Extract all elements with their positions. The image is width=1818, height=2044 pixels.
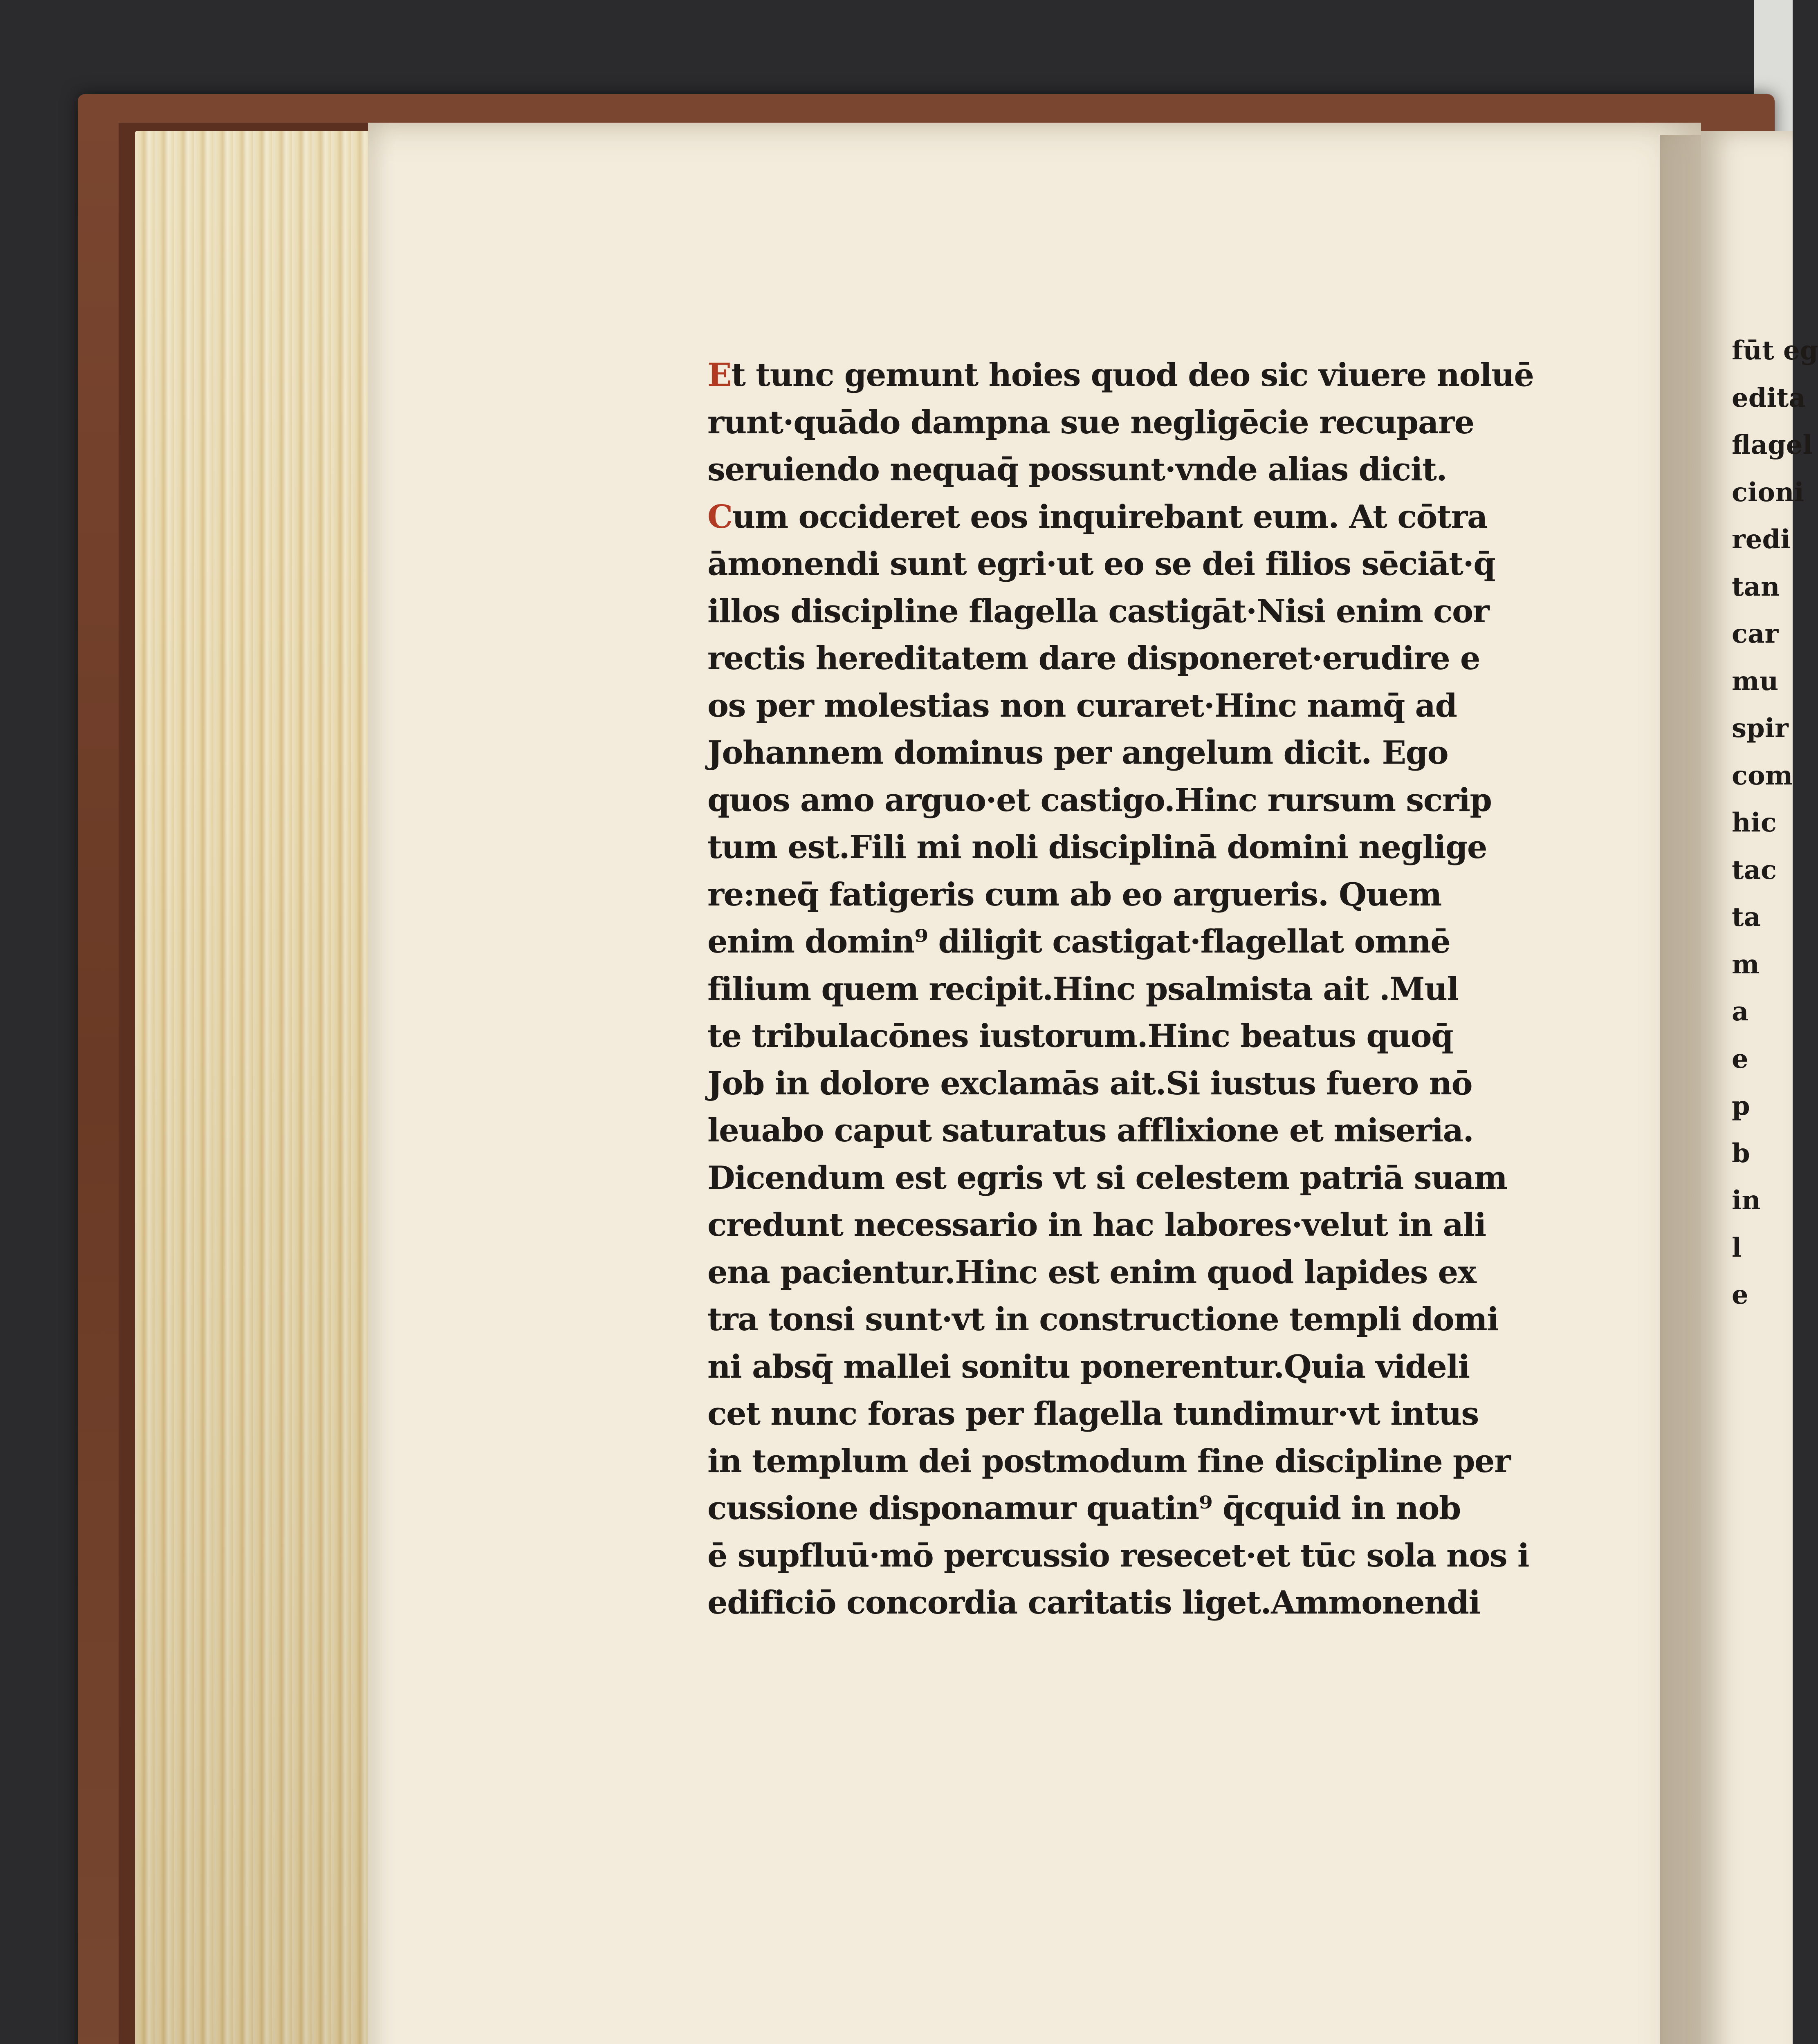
line-text: ena pacientur.Hinc est enim quod lapides ex bbox=[707, 1253, 1476, 1291]
line-text: illos discipline flagella castigāt·Nisi enim cor bbox=[707, 592, 1489, 630]
text-line bbox=[707, 399, 1542, 446]
text-line bbox=[707, 824, 1542, 871]
text-line bbox=[707, 493, 1542, 541]
line-text: um occideret eos inquirebant eum. At cōtra bbox=[732, 498, 1488, 536]
text-line bbox=[707, 1060, 1542, 1107]
text-line bbox=[707, 352, 1542, 399]
text-line bbox=[707, 1532, 1542, 1580]
line-text: ē supfluū·mō percussio resecet·et tūc sola nos i bbox=[707, 1537, 1529, 1574]
margin-fragment: m bbox=[1732, 949, 1760, 980]
margin-fragment: tan bbox=[1732, 571, 1780, 602]
text-line bbox=[707, 446, 1542, 493]
right-page-text bbox=[1732, 327, 1818, 1319]
line-text: tra tonsi sunt·vt in constructione templi domi bbox=[707, 1301, 1499, 1338]
line-text: re:neq̄ fatigeris cum ab eo argueris. Quem bbox=[707, 876, 1441, 913]
line-text: leuabo caput saturatus afflixione et miseria. bbox=[707, 1112, 1474, 1149]
text-line bbox=[707, 729, 1542, 777]
line-text: rectis hereditatem dare disponeret·erudire e bbox=[707, 640, 1480, 677]
line-text: Job in dolore exclamās ait.Si iustus fuero nō bbox=[707, 1065, 1472, 1102]
margin-fragment: ta bbox=[1732, 902, 1761, 932]
margin-fragment: edita bbox=[1732, 382, 1806, 413]
line-text: os per molestias non curaret·Hinc namq̄ ad bbox=[707, 687, 1457, 724]
left-page-text bbox=[707, 352, 1542, 1627]
margin-fragment: flagel bbox=[1732, 430, 1813, 460]
margin-fragment: car bbox=[1732, 619, 1779, 649]
text-line bbox=[707, 1438, 1542, 1485]
line-text: edificiō concordia caritatis liget.Ammonendi bbox=[707, 1584, 1480, 1621]
margin-fragment: cioni bbox=[1732, 477, 1804, 508]
rubricated-initial: E bbox=[707, 356, 731, 394]
text-line bbox=[707, 1107, 1542, 1154]
line-text: enim domin⁹ diligit castigat·flagellat omnē bbox=[707, 923, 1450, 960]
margin-fragment: com bbox=[1732, 760, 1793, 791]
text-line bbox=[707, 1201, 1542, 1249]
margin-fragment: fūt eg bbox=[1732, 335, 1818, 366]
text-line bbox=[707, 1296, 1542, 1343]
text-line bbox=[707, 1485, 1542, 1532]
margin-fragment: in bbox=[1732, 1185, 1761, 1216]
line-text: ni absq̄ mallei sonitu ponerentur.Quia videli bbox=[707, 1348, 1470, 1385]
line-text: filium quem recipit.Hinc psalmista ait .Mul bbox=[707, 970, 1459, 1008]
text-line bbox=[707, 540, 1542, 588]
line-text: te tribulacōnes iustorum.Hinc beatus quoq̄ bbox=[707, 1018, 1453, 1055]
text-line bbox=[707, 588, 1542, 635]
text-line bbox=[707, 1579, 1542, 1627]
text-line bbox=[707, 1390, 1542, 1438]
margin-fragment: tac bbox=[1732, 854, 1777, 885]
text-line bbox=[707, 871, 1542, 919]
text-line bbox=[707, 635, 1542, 682]
text-line bbox=[707, 918, 1542, 966]
margin-fragment: hic bbox=[1732, 807, 1777, 838]
line-text: quos amo arguo·et castigo.Hinc rursum scrip bbox=[707, 781, 1492, 819]
line-text: cet nunc foras per flagella tundimur·vt intus bbox=[707, 1395, 1479, 1432]
line-text: in templum dei postmodum fine discipline per bbox=[707, 1442, 1511, 1480]
text-line bbox=[707, 777, 1542, 824]
text-line bbox=[707, 1154, 1542, 1202]
line-text: t tunc gemunt hoies quod deo sic viuere noluē bbox=[731, 356, 1534, 394]
text-line bbox=[707, 966, 1542, 1013]
line-text: seruiendo nequaq̄ possunt·vnde alias dicit. bbox=[707, 451, 1447, 488]
margin-fragment: redi bbox=[1732, 524, 1791, 555]
line-text: credunt necessario in hac labores·velut in ali bbox=[707, 1206, 1486, 1244]
margin-fragment: e bbox=[1732, 1043, 1748, 1074]
text-line bbox=[707, 1013, 1542, 1060]
rubricated-initial: C bbox=[707, 498, 732, 536]
margin-fragment: mu bbox=[1732, 666, 1779, 697]
line-text: āmonendi sunt egri·ut eo se dei filios sēciāt·q̄ bbox=[707, 545, 1495, 583]
line-text: Dicendum est egris vt si celestem patriā suam bbox=[707, 1159, 1507, 1197]
margin-fragment: spir bbox=[1732, 713, 1789, 744]
line-text: tum est.Fili mi noli disciplinā domini neglige bbox=[707, 829, 1487, 866]
line-text: Johannem dominus per angelum dicit. Ego bbox=[707, 734, 1448, 771]
line-text: runt·quādo dampna sue negligēcie recupare bbox=[707, 403, 1474, 441]
text-line bbox=[707, 1343, 1542, 1391]
text-line bbox=[707, 682, 1542, 730]
text-line bbox=[707, 1249, 1542, 1296]
margin-fragment: l bbox=[1732, 1232, 1742, 1263]
line-text: cussione disponamur quatin⁹ q̄cquid in nob bbox=[707, 1490, 1461, 1527]
page-edges-shade bbox=[135, 131, 372, 2044]
margin-fragment: b bbox=[1732, 1138, 1750, 1169]
margin-fragment: e bbox=[1732, 1280, 1748, 1310]
margin-fragment: a bbox=[1732, 996, 1749, 1027]
margin-fragment: p bbox=[1732, 1091, 1750, 1121]
